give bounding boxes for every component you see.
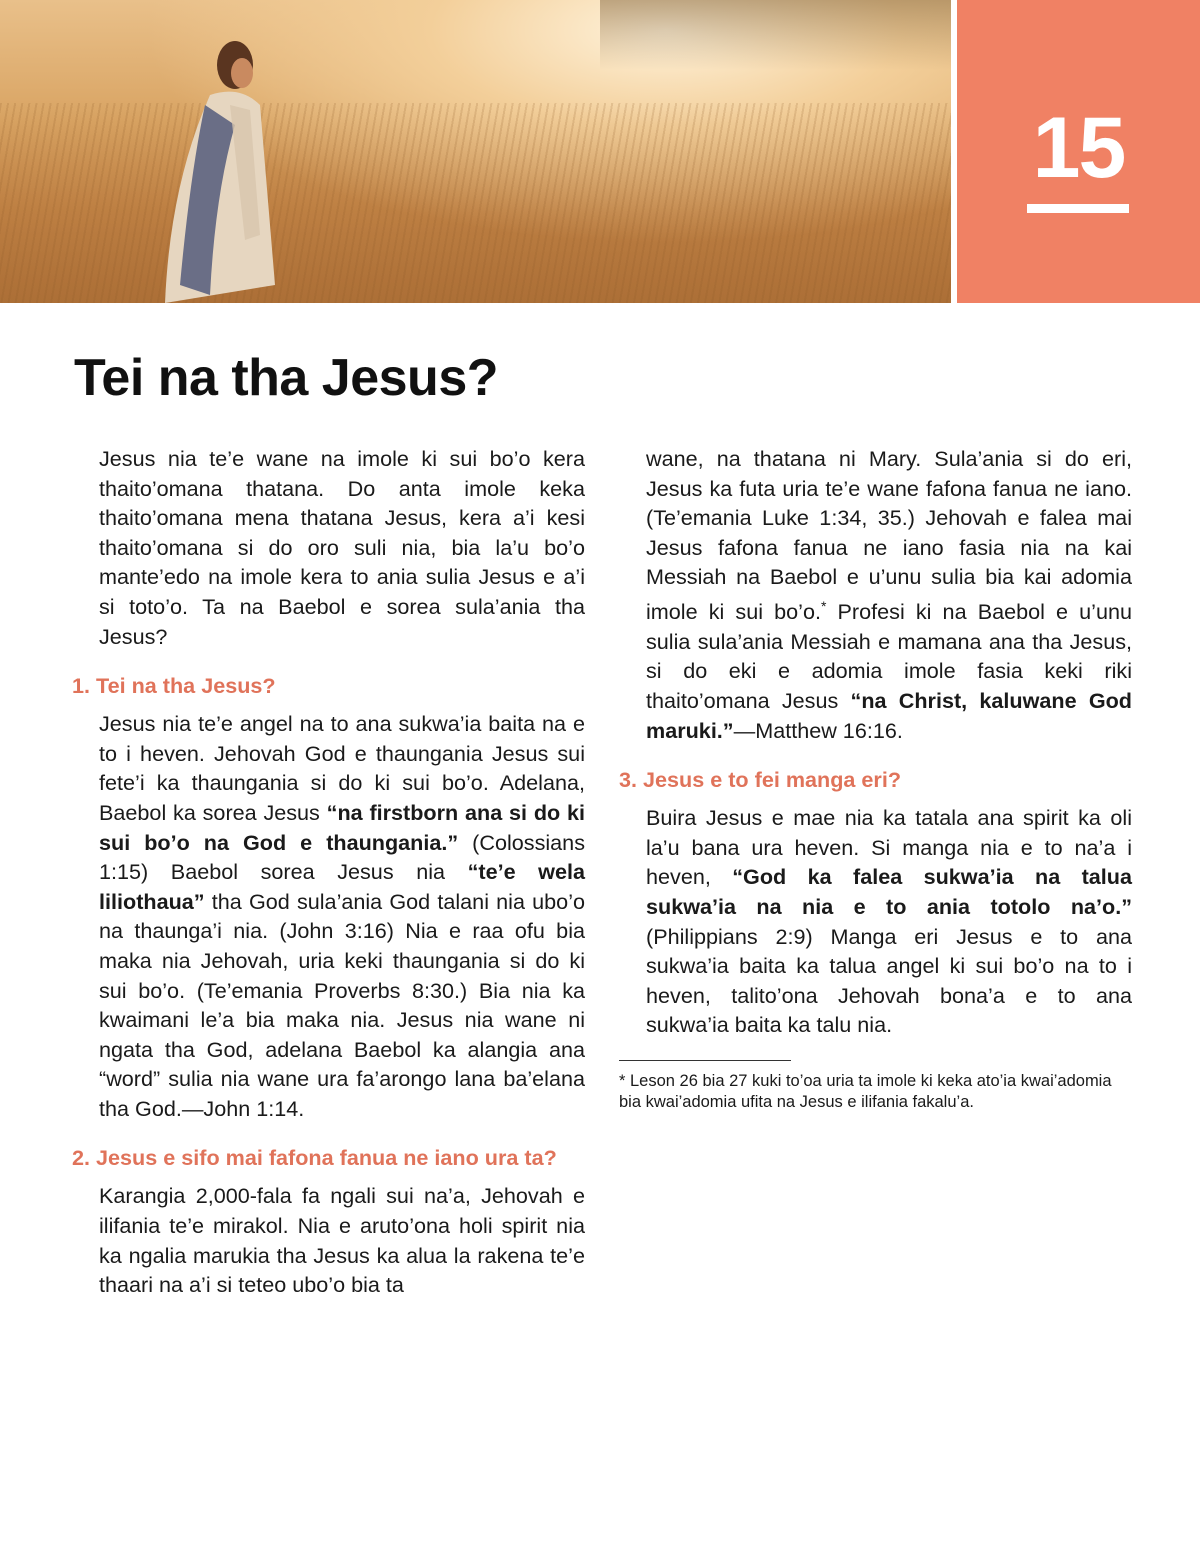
chapter-number: 15	[1032, 100, 1125, 196]
jesus-figure-illustration	[150, 35, 280, 303]
section-2-paragraph-part1: Karangia 2,000-fala fa ngali sui na’a, Jehovah e ilifania te’e mirakol. Nia e aruto’ona holi spirit nia ka ngalia marukia tha Jesus ka alua la rakena te’e thaari na a’i si teteo ubo’o bia ta	[99, 1183, 585, 1298]
section-1-heading: 1. Tei na tha Jesus?	[72, 673, 276, 699]
text: Profesi ki na Baebol e u’unu sulia sula’ania Messiah e mamana ana tha Jesus, si do eki e adomia imole fasia keki riki thaito’omana Jesus	[646, 599, 1132, 713]
hero-image-jesus-walking-in-field	[0, 0, 951, 303]
right-column	[619, 444, 1132, 1113]
section-3-heading: 3. Jesus e to fei manga eri?	[619, 767, 902, 793]
quote-bold: “God ka falea sukwa’ia na talua sukwa’ia na nia e to ania totolo na’o.”	[646, 864, 1132, 919]
footnote: * Leson 26 bia 27 kuki to’oa uria ta imole ki keka ato’ia kwai’adomia bia kwai’adomia ufita na Jesus e ilifania fakalu’a.	[619, 1071, 1112, 1111]
footnote-marker[interactable]: *	[820, 597, 827, 614]
text: Buira Jesus e mae nia ka tatala ana spirit ka oli la’u bana ura heven. Si manga nia e to na’a i heven,	[646, 805, 1132, 890]
chapter-badge	[957, 0, 1200, 303]
left-column	[72, 444, 586, 1320]
page-title: Tei na tha Jesus?	[74, 349, 499, 407]
footnote-divider	[619, 1060, 791, 1061]
intro-paragraph: Jesus nia te’e wane na imole ki sui bo’o kera thaito’omana thatana. Do anta imole keka thaito’omana mena thatana Jesus, kera a’i kesi thaito’omana si do oro suli nia, bia la’u bo’o mante’edo na imole kera to ania sulia Jesus e a’i si toto’o. Ta na Baebol e sorea sula’ania tha Jesus?	[99, 446, 585, 649]
text: (Colossians 1:15) Baebol sorea Jesus nia	[99, 829, 585, 885]
section-3-paragraph	[646, 803, 1132, 1040]
text: wane, na thatana ni Mary. Sula’ania si do eri, Jesus ka futa uria te’e wane fafona fanua ne iano. (Te’emania Luke 1:34, 35.) Jehovah e falea mai Jesus fafona fanua ne iano fasia nia na kai Messiah na Baebol e u’unu sulia bia kai adomia imole ki sui bo’o.	[646, 446, 1132, 625]
scripture-reference: —Matthew 16:16.	[733, 717, 903, 743]
wheat-field	[0, 103, 951, 303]
quote-bold: “te’e wela liliothaua”	[99, 859, 585, 914]
text: Jesus nia te’e angel na to ana sukwa’ia baita na e to i heven. Jehovah God e thaungania Jesus sui fete’i ka thaungania si do ki sui bo’o. Adelana, Baebol ka sorea Jesus	[99, 711, 585, 825]
section-2-paragraph-part2	[646, 444, 1132, 745]
text: (Philippians 2:9) Manga eri Jesus e to ana sukwa’ia baita ka talua angel ki sui bo’o na to i heven, talito’ona Jehovah bona’a e to ana sukwa’ia baita ka talu nia.	[646, 923, 1132, 1038]
quote-bold: “na Christ, kaluwane God maruki.”	[646, 687, 1132, 743]
chapter-number-underline	[1027, 204, 1129, 213]
text: tha God sula’ania God talani nia ubo’o na thaunga’i nia. (John 3:16) Nia e raa ofu bia maka nia Jehovah, uria keki thaungania si do ki sui bo’o. (Te’emania Proverbs 8:30.) Bia nia ka kwaimani le’a bia maka nia. Jesus nia wane ni ngata tha God, adelana Baebol ka alangia ana “word” sulia nia wane ura fa’arongo lana ba’elana tha God.—John 1:14.	[99, 888, 585, 1121]
quote-bold: “na firstborn ana si do ki sui bo’o na God e thaungania.”	[99, 799, 586, 855]
section-2-heading: 2. Jesus e sifo mai fafona fanua ne iano ura ta?	[72, 1145, 557, 1171]
background-trees	[600, 0, 951, 70]
section-1-paragraph	[99, 709, 585, 1123]
